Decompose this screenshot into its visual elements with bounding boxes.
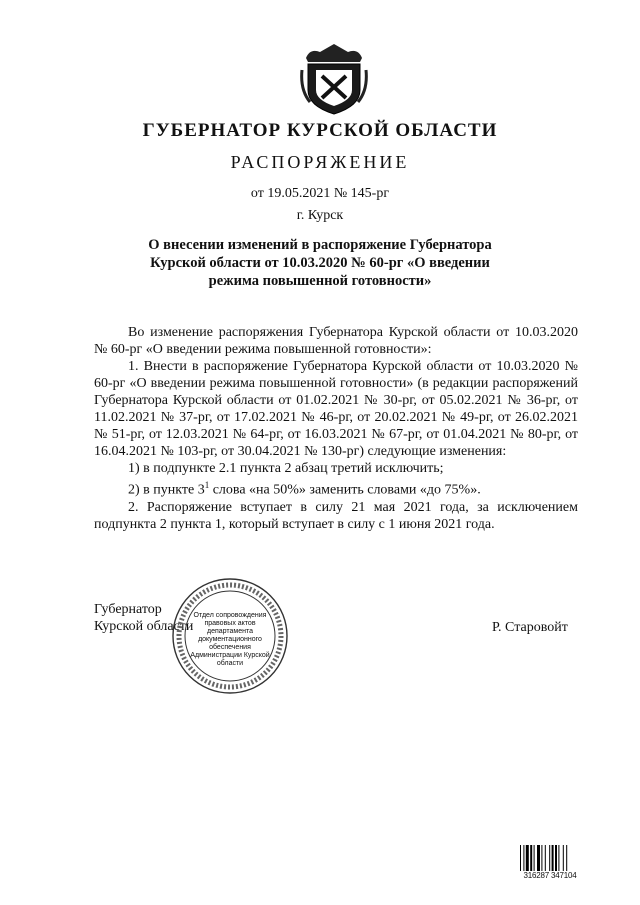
barcode-icon — [520, 845, 578, 873]
document-body — [94, 324, 578, 533]
subject-line: О внесении изменений в распоряжение Губернатора — [148, 237, 492, 253]
signatory-title-line: Губернатор — [94, 602, 162, 617]
superscript-index: 1 — [204, 480, 210, 490]
seal-center-text: Отдел сопровождения правовых актов департамента документационного обеспечения Администрации Курской области — [190, 612, 270, 667]
barcode-number: 316287 347104 — [523, 871, 577, 880]
subject-line: Курской области от 10.03.2020 № 60-рг «О введении — [150, 255, 490, 271]
body-subitem-2 — [94, 477, 578, 499]
body-item-2: 2. Распоряжение вступает в силу 21 мая 2021 года, за исключением подпункта 2 пункта 1, который вступает в силу с 1 июня 2021 года. — [94, 499, 578, 532]
body-intro: Во изменение распоряжения Губернатора Курской области от 10.03.2020 № 60-рг «О введении режима повышенной готовности»: — [94, 325, 578, 357]
document-city: г. Курск — [296, 208, 344, 223]
body-item-1: 1. Внести в распоряжение Губернатора Курской области от 10.03.2020 № 60-рг «О введении режима повышенной готовности» (в редакции распоряжений Губернатора Курской области от 01.02.2021 № 30-рг, от 05.02.2021 № 36-рг, от 11.02.2021 № 37-рг, от 17.02.2021 № 46-рг, от 20.02.2021 № 49-рг, от 26.02.2021 № 51-рг, от 12.03.2021 № 64-рг, от 16.03.2021 № 67-рг, от 01.04.2021 № 80-рг, от 16.04.2021 № 103-рг, от 30.04.2021 № 130-рг) следующие изменения: — [94, 359, 578, 459]
document-subject — [0, 236, 640, 290]
body-subitem-1: 1) в подпункте 2.1 пункта 2 абзац третий исключить; — [128, 461, 444, 476]
document-type: РАСПОРЯЖЕНИЕ — [230, 152, 410, 172]
subitem-2-end: слова «на 50%» заменить словами «до 75%». — [209, 482, 481, 498]
coat-of-arms-emblem — [300, 40, 368, 118]
subitem-2-start: 2) в пункте 3 — [128, 482, 205, 498]
document-date-number: от 19.05.2021 № 145-рг — [250, 186, 390, 201]
subject-line: режима повышенной готовности» — [208, 273, 432, 289]
signatory-title-line: Курской области — [94, 619, 194, 634]
signatory-name: Р. Старовойт — [492, 620, 568, 635]
authority-title: ГУБЕРНАТОР КУРСКОЙ ОБЛАСТИ — [142, 120, 498, 141]
